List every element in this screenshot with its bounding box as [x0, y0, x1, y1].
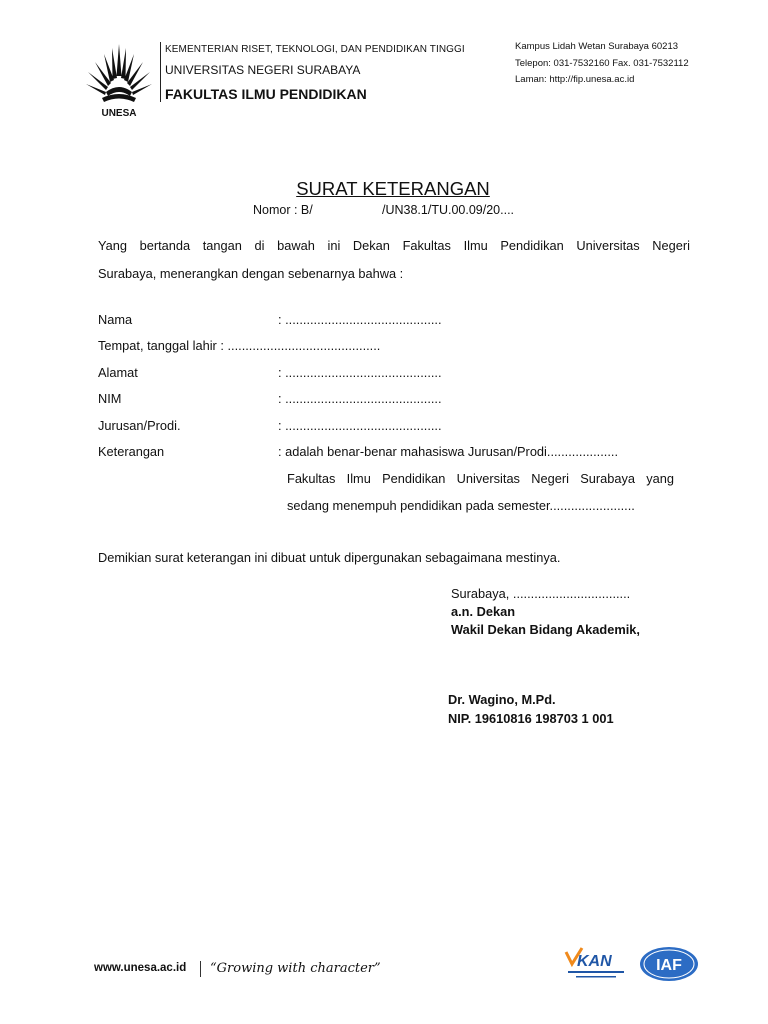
unesa-logo: [82, 40, 156, 120]
logo-text: UNESA: [101, 108, 137, 119]
intro-line-2: Surabaya, menerangkan dengan sebenarnya bahwa :: [98, 266, 404, 281]
signatory-name: Dr. Wagino, M.Pd.: [448, 692, 556, 707]
header-divider: [160, 42, 161, 102]
intro-line-1: Yang bertanda tangan di bawah ini Dekan Fakultas Ilmu Pendidikan Universitas Negeri: [98, 238, 690, 253]
keterangan-line-2: Fakultas Ilmu Pendidikan Universitas Negeri Surabaya yang: [287, 471, 674, 486]
footer-tagline: “Growing with character”: [210, 961, 381, 976]
contact-address: Kampus Lidah Wetan Surabaya 60213: [515, 41, 679, 52]
sign-on-behalf: a.n. Dekan: [451, 604, 516, 619]
field-label-ttl-text: Tempat, tanggal lahir: [98, 338, 217, 353]
kan-logo-text: KAN: [577, 953, 612, 970]
iaf-logo-text: IAF: [656, 957, 682, 974]
field-label-nama: Nama: [98, 312, 133, 327]
sign-place-date: Surabaya, .................................: [451, 586, 631, 601]
closing-statement: Demikian surat keterangan ini dibuat untuk dipergunakan sebagaimana mestinya.: [98, 550, 561, 565]
field-label-nim: NIM: [98, 391, 122, 406]
field-label-keterangan: Keterangan: [98, 444, 165, 459]
field-value-alamat: : ............................................: [278, 365, 442, 380]
field-label-alamat: Alamat: [98, 365, 138, 380]
kan-logo: [562, 946, 632, 982]
field-value-keterangan: : adalah benar-benar mahasiswa Jurusan/Prodi....................: [278, 444, 618, 459]
contact-website[interactable]: Laman: http://fip.unesa.ac.id: [515, 74, 635, 85]
contact-phone: Telepon: 031-7532160 Fax. 031-7532112: [515, 58, 689, 69]
keterangan-line-3: sedang menempuh pendidikan pada semester........................: [287, 498, 635, 513]
field-value-nama: : ............................................: [278, 312, 442, 327]
letter-number-code: /UN38.1/TU.00.09/20....: [382, 203, 515, 217]
letter-number-label: Nomor : B/: [253, 203, 313, 217]
university-name: UNIVERSITAS NEGERI SURABAYA: [165, 63, 361, 77]
iaf-logo: [638, 945, 700, 983]
field-label-jurusan: Jurusan/Prodi.: [98, 418, 181, 433]
ministry-name: KEMENTERIAN RISET, TEKNOLOGI, DAN PENDIDIKAN TINGGI: [165, 44, 465, 55]
signatory-nip: NIP. 19610816 198703 1 001: [448, 711, 614, 726]
footer-website[interactable]: www.unesa.ac.id: [94, 962, 187, 974]
letter-title: SURAT KETERANGAN: [296, 178, 490, 199]
field-value-ttl: : ...........................................: [220, 338, 381, 353]
field-value-nim: : ............................................: [278, 391, 442, 406]
faculty-name: FAKULTAS ILMU PENDIDIKAN: [165, 86, 367, 102]
footer-divider: [200, 961, 201, 977]
field-value-jurusan: : ............................................: [278, 418, 442, 433]
field-label-ttl: [98, 338, 380, 353]
sign-position: Wakil Dekan Bidang Akademik,: [451, 622, 640, 637]
